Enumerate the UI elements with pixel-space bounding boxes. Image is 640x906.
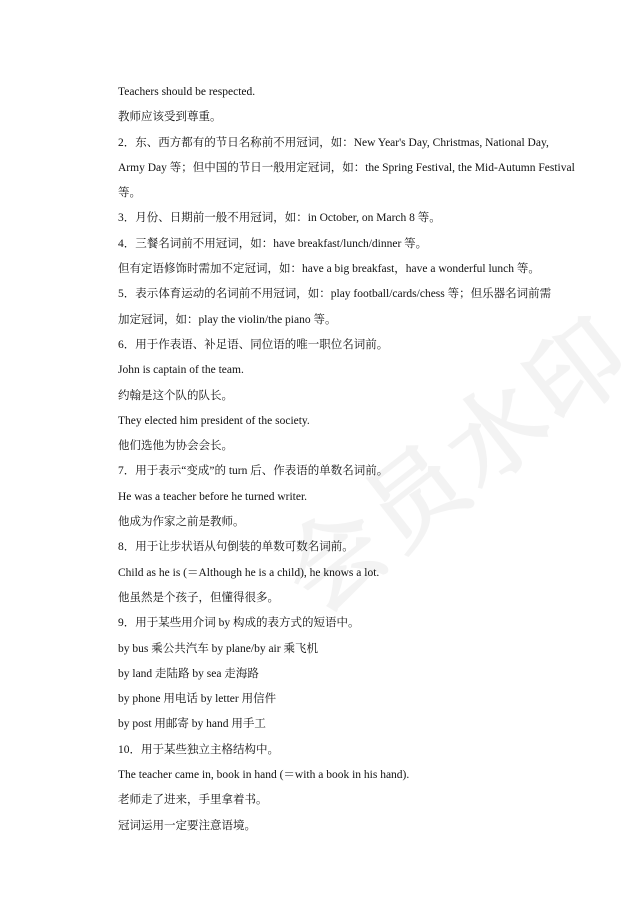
text-line: by phone 用电话 by letter 用信件 [118, 693, 277, 706]
text-line: Teachers should be respected. [118, 86, 256, 98]
text-line: The teacher came in, book in hand (＝with a book in his hand). [118, 769, 410, 782]
text-line: by bus 乘公共汽车 by plane/by air 乘飞机 [118, 642, 318, 655]
text-line: Army Day 等；但中国的节日一般用定冠词，如：the Spring Festival, the Mid-Autumn Festival [118, 161, 575, 174]
text-line: by post 用邮寄 by hand 用手工 [118, 718, 266, 731]
text-line: 他虽然是个孩子，但懂得很多。 [118, 591, 279, 604]
text-line: He was a teacher before he turned writer. [118, 490, 308, 503]
text-line: 加定冠词，如：play the violin/the piano 等。 [118, 313, 337, 326]
text-line: 10．用于某些独立主格结构中。 [118, 743, 279, 756]
text-line: 等。 [118, 187, 141, 200]
text-line: by land 走陆路 by sea 走海路 [118, 667, 259, 680]
text-line: 2．东、西方都有的节日名称前不用冠词，如：New Year's Day, Christmas, National Day, [118, 136, 549, 149]
text-line: 教师应该受到尊重。 [118, 111, 222, 124]
text-line: 老师走了进来，手里拿着书。 [118, 794, 268, 807]
text-line: 但有定语修饰时需加不定冠词，如：have a big breakfast，have a wonderful lunch 等。 [118, 263, 540, 276]
text-line: Child as he is (＝Although he is a child), he knows a lot. [118, 566, 380, 579]
text-line: 5．表示体育运动的名词前不用冠词，如：play football/cards/chess 等；但乐器名词前需 [118, 288, 552, 301]
text-line: 他们选他为协会会长。 [118, 440, 233, 453]
text-line: 7．用于表示“变成”的 turn 后、作表语的单数名词前。 [118, 465, 389, 478]
text-line: 约翰是这个队的队长。 [118, 389, 233, 402]
text-line: John is captain of the team. [118, 364, 244, 377]
text-line: 3．月份、日期前一般不用冠词，如：in October, on March 8 等。 [118, 212, 441, 225]
document-body [118, 80, 575, 839]
text-line: 4．三餐名词前不用冠词，如：have breakfast/lunch/dinner 等。 [118, 237, 428, 250]
text-line: 9．用于某些用介词 by 构成的表方式的短语中。 [118, 617, 360, 630]
text-line: 他成为作家之前是教师。 [118, 516, 245, 529]
text-line: 冠词运用一定要注意语境。 [118, 819, 256, 832]
text-line: 6．用于作表语、补足语、同位语的唯一职位名词前。 [118, 338, 389, 351]
text-line: 8．用于让步状语从句倒装的单数可数名词前。 [118, 541, 354, 554]
text-line: They elected him president of the society. [118, 414, 310, 427]
